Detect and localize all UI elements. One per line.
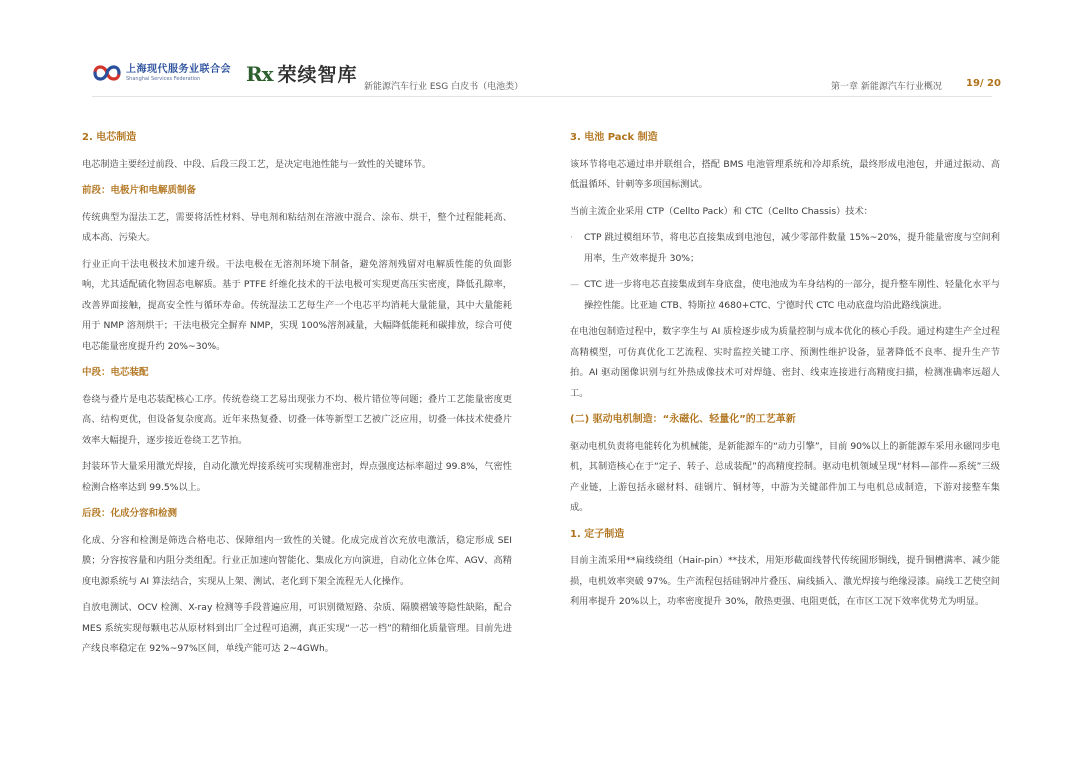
subheading-front-stage: 前段：电极片和电解质制备	[82, 185, 197, 196]
paragraph: 传统典型为湿法工艺，需要将活性材料、导电剂和粘结剂在溶液中混合、涂布、烘干，整个过程能耗高、成本高、污染大。	[82, 211, 512, 243]
paragraph: 驱动电机负责将电能转化为机械能，是新能源车的“动力引擎”，目前 90%以上的新能源车采用永磁同步电机，其制造核心在于“定子、转子、总成装配”的高精度控制。驱动电机领域呈现“材料—部件—系统”三级产业链，上游包括永磁材料、硅钢片、铜材等，中游为关键部件加工与电机总成制造，下游对接整车集成。	[570, 440, 1000, 513]
right-column	[570, 128, 1000, 619]
brand-name: 荣续智库	[277, 64, 358, 86]
page-header	[0, 0, 1080, 100]
subheading-back-stage: 后段：化成分容和检测	[82, 508, 178, 519]
subheading-mid-stage: 中段：电芯装配	[82, 367, 149, 378]
left-column	[82, 128, 512, 666]
document-title: 新能源汽车行业 ESG 白皮书（电池类）	[364, 82, 524, 92]
ssf-logo	[92, 62, 231, 84]
org-name-en: Shanghai Services Federation	[126, 75, 201, 82]
org-name-cn: 上海现代服务业联合会	[126, 63, 231, 75]
list-item-text: CTC 进一步将电芯直接集成到车身底盘，使电池成为车身结构的一部分，提升整车刚性、轻量化水平与操控性能。比亚迪 CTB、特斯拉 4680+CTC、宁德时代 CTC 电动底盘均沿此路线演进。	[584, 279, 1000, 311]
chapter-label: 第一章 新能源汽车行业概况	[831, 82, 942, 92]
paragraph: 化成、分容和检测是筛选合格电芯、保障组内一致性的关键。化成完成首次充放电激活，稳定形成 SEI 膜；分容按容量和内阻分类组配。行业正加速向智能化、集成化方向演进，自动化立体仓库、AGV、高精度电源系统与 AI 算法结合，实现从上架、测试、老化到下架全流程无人化操作。	[82, 534, 512, 587]
paragraph: 封装环节大量采用激光焊接，自动化激光焊接系统可实现精准密封，焊点强度达标率超过 99.8%，气密性检测合格率达到 99.5%以上。	[82, 461, 512, 493]
list-item-ctp	[570, 228, 1000, 269]
section-title-pack-manufacturing: 3. 电池 Pack 制造	[570, 132, 658, 143]
paragraph: 行业正向干法电极技术加速升级。干法电极在无溶剂环境下制备，避免溶剂残留对电解质性能的负面影响，尤其适配硫化物固态电解质。基于 PTFE 纤维化技术的干法电极可实现更高压实密度，降低孔隙率，改善界面接触，提高安全性与循环寿命。传统湿法工艺每生产一个电芯平均消耗大量能量，其中大量能耗用于 NMP 溶剂烘干；干法电极完全摒弃 NMP，实现 100%溶剂减量，大幅降低能耗和碳排放，综合可使电芯能量密度提升约 20%~30%。	[82, 258, 512, 352]
paragraph: 该环节将电芯通过串并联组合，搭配 BMS 电池管理系统和冷却系统，最终形成电池包，并通过振动、高低温循环、针刺等多项国标测试。	[570, 158, 1000, 190]
rx-logo-mark: Rx	[246, 61, 273, 86]
ssf-logo-mark-icon	[92, 62, 122, 84]
list-item-ctc	[570, 275, 1000, 316]
list-item-text: CTP 跳过模组环节，将电芯直接集成到电池包，减少零部件数量 15%~20%，提升能量密度与空间利用率，生产效率提升 30%；	[584, 232, 1000, 264]
paragraph: 在电池包制造过程中，数字孪生与 AI 质检逐步成为质量控制与成本优化的核心手段。通过构建生产全过程高精模型，可仿真优化工艺流程、实时监控关键工序、预测性维护设备，显著降低不良率、提升生产节拍。AI 驱动图像识别与红外热成像技术可对焊缝、密封、线束连接进行高精度扫描，检测准确率远超人工。	[570, 326, 1000, 399]
paragraph: 卷绕与叠片是电芯装配核心工序。传统卷绕工艺易出现张力不均、极片错位等问题；叠片工艺能量密度更高、结构更优，但设备复杂度高。近年来热复叠、切叠一体等新型工艺被广泛应用，切叠一体技术使叠片效率大幅提升，逐步接近卷绕工艺节拍。	[82, 393, 512, 446]
subsection-title-drive-motor: (二) 驱动电机制造：“永磁化、轻量化”的工艺革新	[570, 414, 796, 425]
bullet-marker: —	[570, 279, 580, 290]
page-number: 19/ 20	[966, 78, 1001, 89]
section-title-stator: 1. 定子制造	[570, 528, 625, 540]
paragraph: 自放电测试、OCV 检测、X-ray 检测等手段普遍应用，可识别微短路、杂质、隔膜褶皱等隐性缺陷，配合 MES 系统实现每颗电芯从原材料到出厂全过程可追溯，真正实现“一芯一档”的精细化质量管理。目前先进产线良率稳定在 92%~97%区间，单线产能可达 2~4GWh。	[82, 602, 512, 654]
paragraph: 电芯制造主要经过前段、中段、后段三段工艺，是决定电池性能与一致性的关键环节。	[82, 158, 432, 170]
rongxu-logo	[246, 60, 358, 87]
bullet-marker: ·	[570, 232, 573, 243]
header-divider	[92, 96, 992, 97]
section-title-cell-manufacturing: 2. 电芯制造	[82, 132, 137, 143]
paragraph: 目前主流采用**扁线绕组（Hair-pin）**技术，用矩形截面线替代传统圆形铜线，提升铜槽满率、减少能损，电机效率突破 97%。生产流程包括硅钢冲片叠压、扁线插入、激光焊接与绝缘浸漆。扁线工艺使空间利用率提升 20%以上，功率密度提升 30%，散热更强、电阻更低，在市区工况下效率优势尤为明显。	[570, 555, 1000, 607]
paragraph: 当前主流企业采用 CTP（Cellto Pack）和 CTC（Cellto Chassis）技术：	[570, 205, 873, 217]
